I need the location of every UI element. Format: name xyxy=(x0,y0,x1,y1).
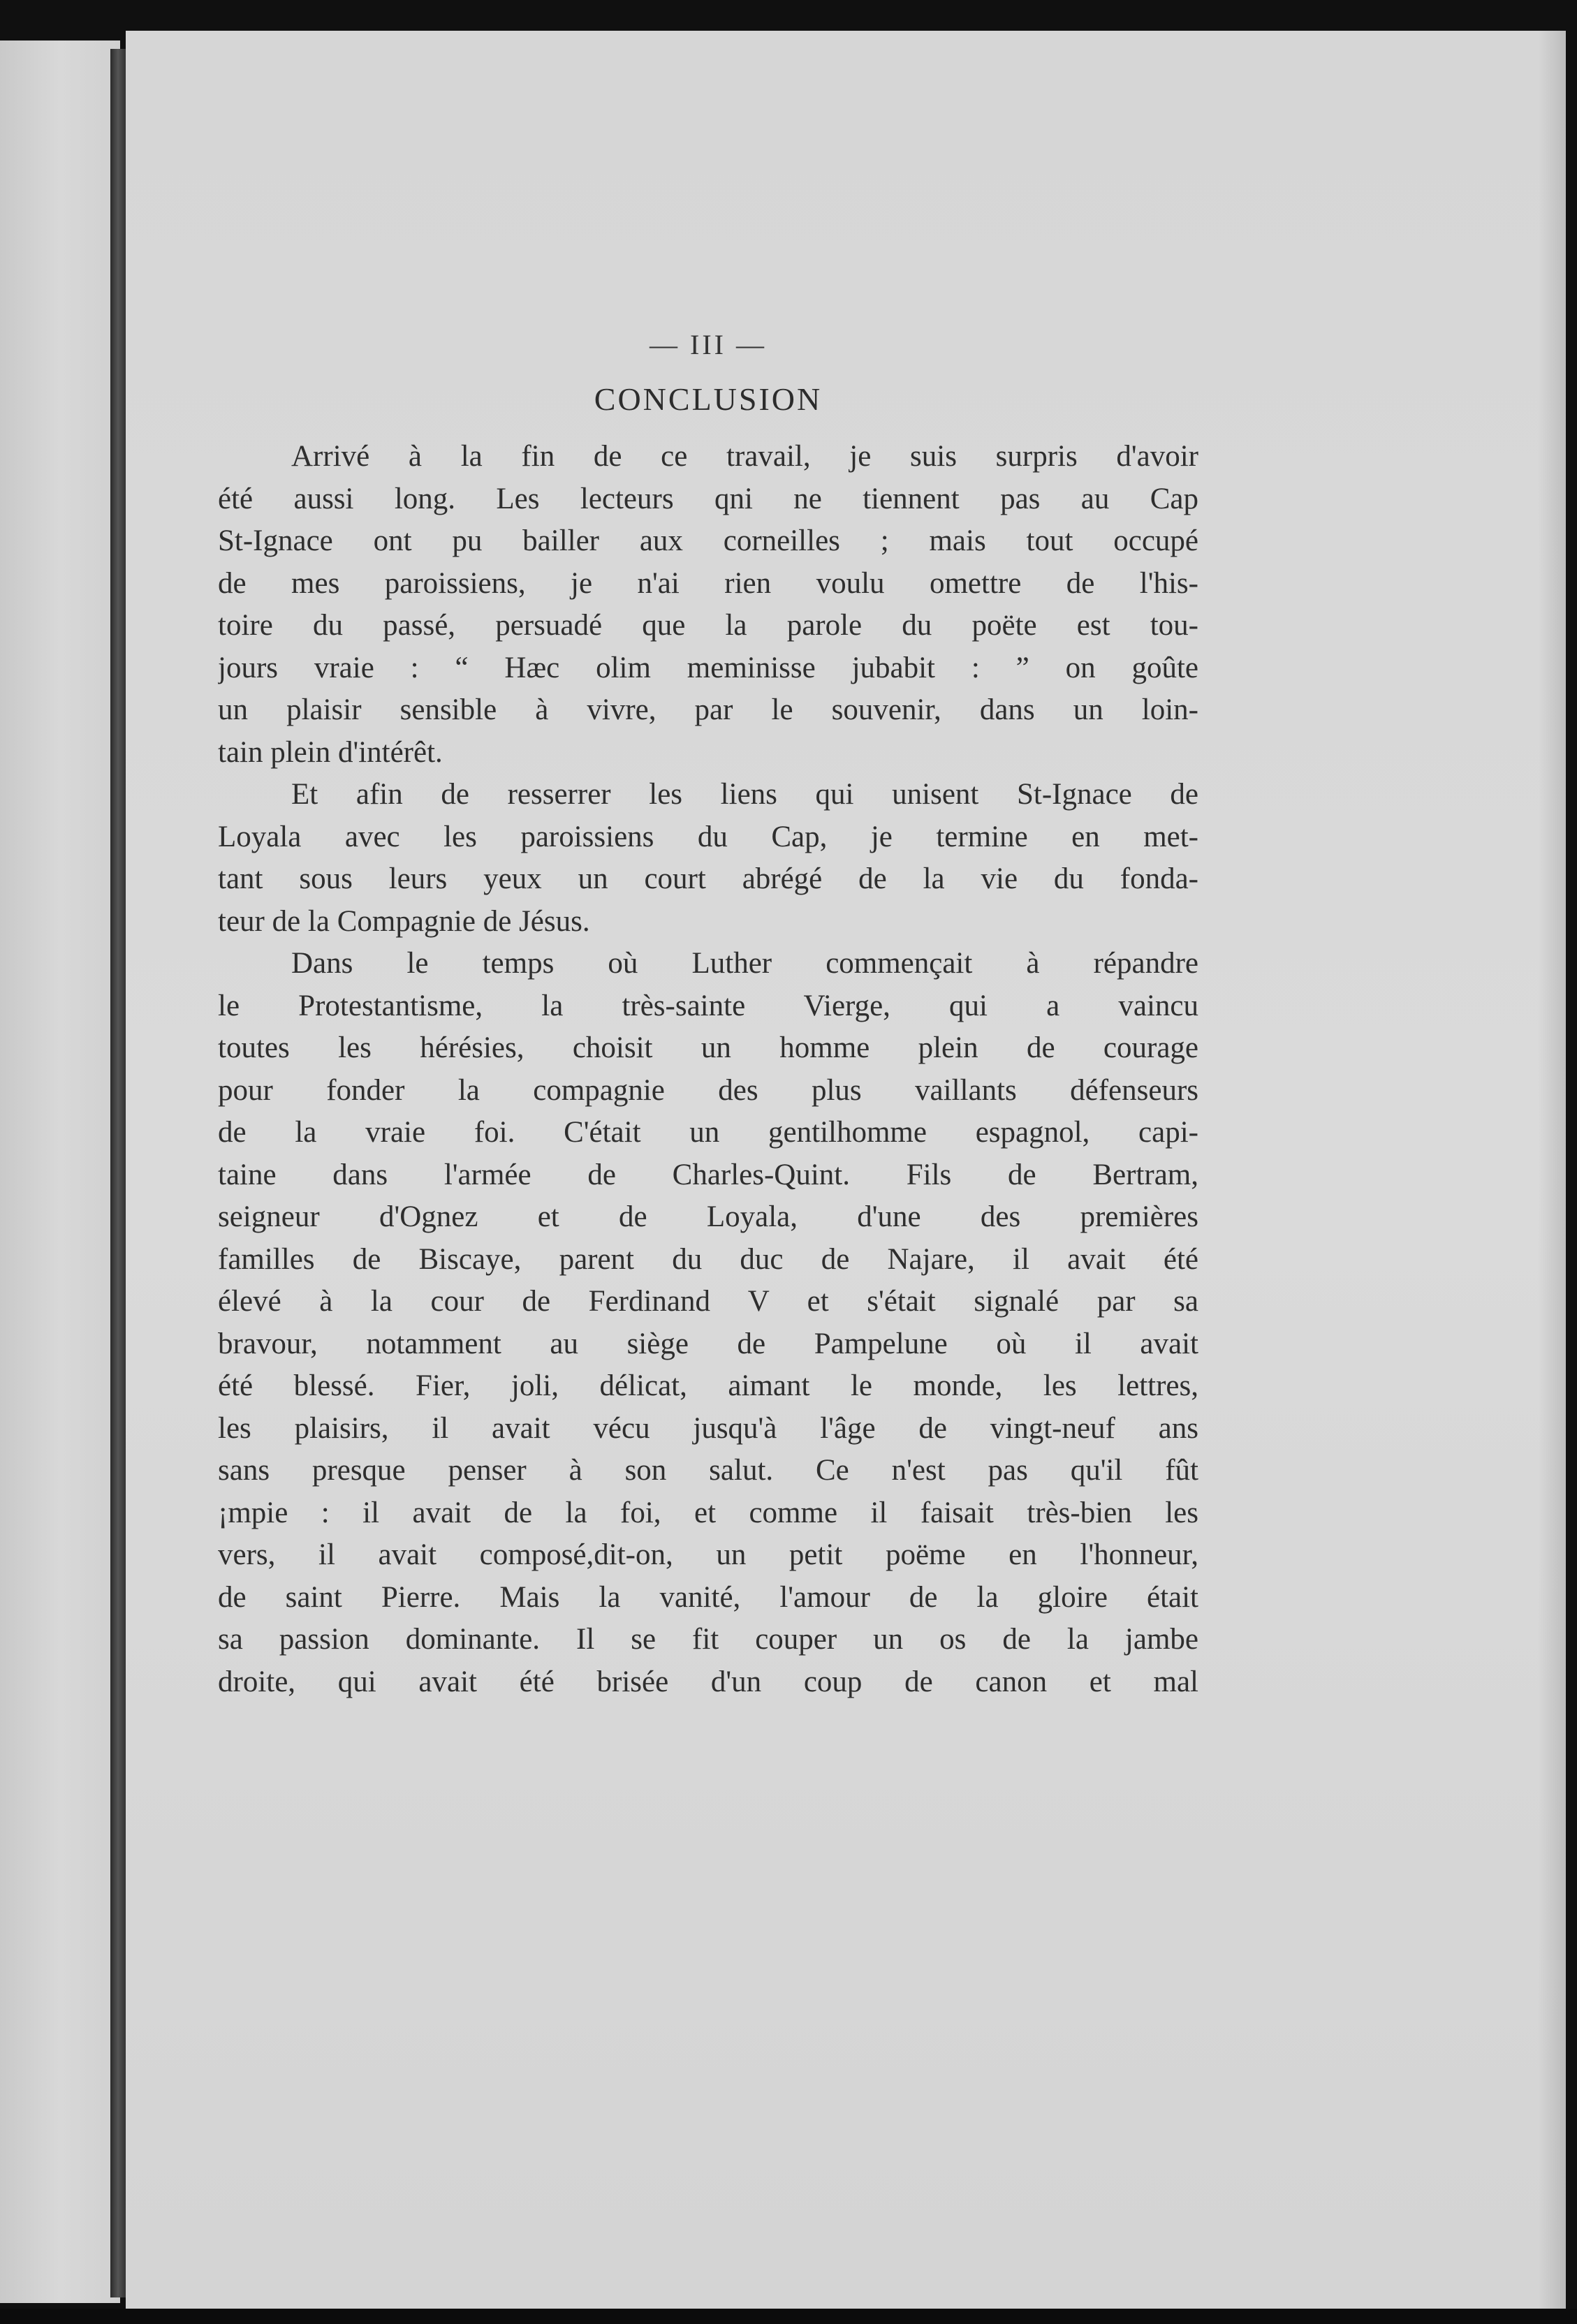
paragraph-3 xyxy=(218,943,1198,1703)
text-line: Arrivé à la fin de ce travail, je suis surpris d'avoir xyxy=(291,440,1198,473)
text-line: ¡mpie : il avait de la foi, et comme il faisait très-bien les xyxy=(218,1496,1198,1529)
text-line: jours vraie : “ Hæc olim meminisse jubabit : ” on goûte xyxy=(218,651,1198,684)
text-line: bravour, notamment au siège de Pampelune où il avait xyxy=(218,1327,1198,1360)
text-line: tant sous leurs yeux un court abrégé de la vie du fonda- xyxy=(218,862,1198,895)
text-line: familles de Biscaye, parent du duc de Najare, il avait été xyxy=(218,1242,1198,1276)
text-line: de saint Pierre. Mais la vanité, l'amour de la gloire était xyxy=(218,1580,1198,1614)
page-text-block xyxy=(218,328,1198,1703)
text-line: St-Ignace ont pu bailler aux corneilles ; mais tout occupé xyxy=(218,524,1198,557)
page-number: — III — xyxy=(650,329,767,360)
scan-bottom-edge xyxy=(0,2309,1577,2324)
text-line: vers, il avait composé,dit-on, un petit poëme en l'honneur, xyxy=(218,1538,1198,1571)
page-spine xyxy=(110,49,126,2297)
text-line: Et afin de resserrer les liens qui unisent St-Ignace de xyxy=(291,778,1198,811)
text-line: toire du passé, persuadé que la parole du poëte est tou- xyxy=(218,609,1198,642)
text-line: de mes paroissiens, je n'ai rien voulu omettre de l'his- xyxy=(218,566,1198,600)
text-line: sans presque penser à son salut. Ce n'est pas qu'il fût xyxy=(218,1454,1198,1487)
text-line: taine dans l'armée de Charles-Quint. Fils de Bertram, xyxy=(218,1158,1198,1191)
text-line: été blessé. Fier, joli, délicat, aimant le monde, les lettres, xyxy=(218,1369,1198,1402)
text-line: un plaisir sensible à vivre, par le souvenir, dans un loin- xyxy=(218,693,1198,726)
text-line: Loyala avec les paroissiens du Cap, je termine en met- xyxy=(218,820,1198,853)
text-line: élevé à la cour de Ferdinand V et s'était signalé par sa xyxy=(218,1285,1198,1318)
text-line: droite, qui avait été brisée d'un coup de canon et mal xyxy=(218,1665,1198,1698)
paragraph-2 xyxy=(218,774,1198,943)
text-line: les plaisirs, il avait vécu jusqu'à l'âge de vingt-neuf ans xyxy=(218,1411,1198,1445)
paragraph-1 xyxy=(218,436,1198,774)
previous-page-edge xyxy=(0,41,120,2303)
text-line: seigneur d'Ognez et de Loyala, d'une des premières xyxy=(218,1200,1198,1233)
text-line: tain plein d'intérêt. xyxy=(218,735,443,769)
text-line: le Protestantisme, la très-sainte Vierge, qui a vaincu xyxy=(218,989,1198,1022)
text-line: teur de la Compagnie de Jésus. xyxy=(218,904,590,938)
text-line: Dans le temps où Luther commençait à répandre xyxy=(291,947,1198,980)
text-line: pour fonder la compagnie des plus vaillants défenseurs xyxy=(218,1073,1198,1107)
text-line: sa passion dominante. Il se fit couper un os de la jambe xyxy=(218,1623,1198,1656)
chapter-heading: CONCLUSION xyxy=(594,381,823,417)
text-line: toutes les hérésies, choisit un homme plein de courage xyxy=(218,1031,1198,1064)
page-shadow xyxy=(1538,31,1566,2309)
text-line: été aussi long. Les lecteurs qni ne tiennent pas au Cap xyxy=(218,482,1198,515)
text-line: de la vraie foi. C'était un gentilhomme espagnol, capi- xyxy=(218,1116,1198,1149)
